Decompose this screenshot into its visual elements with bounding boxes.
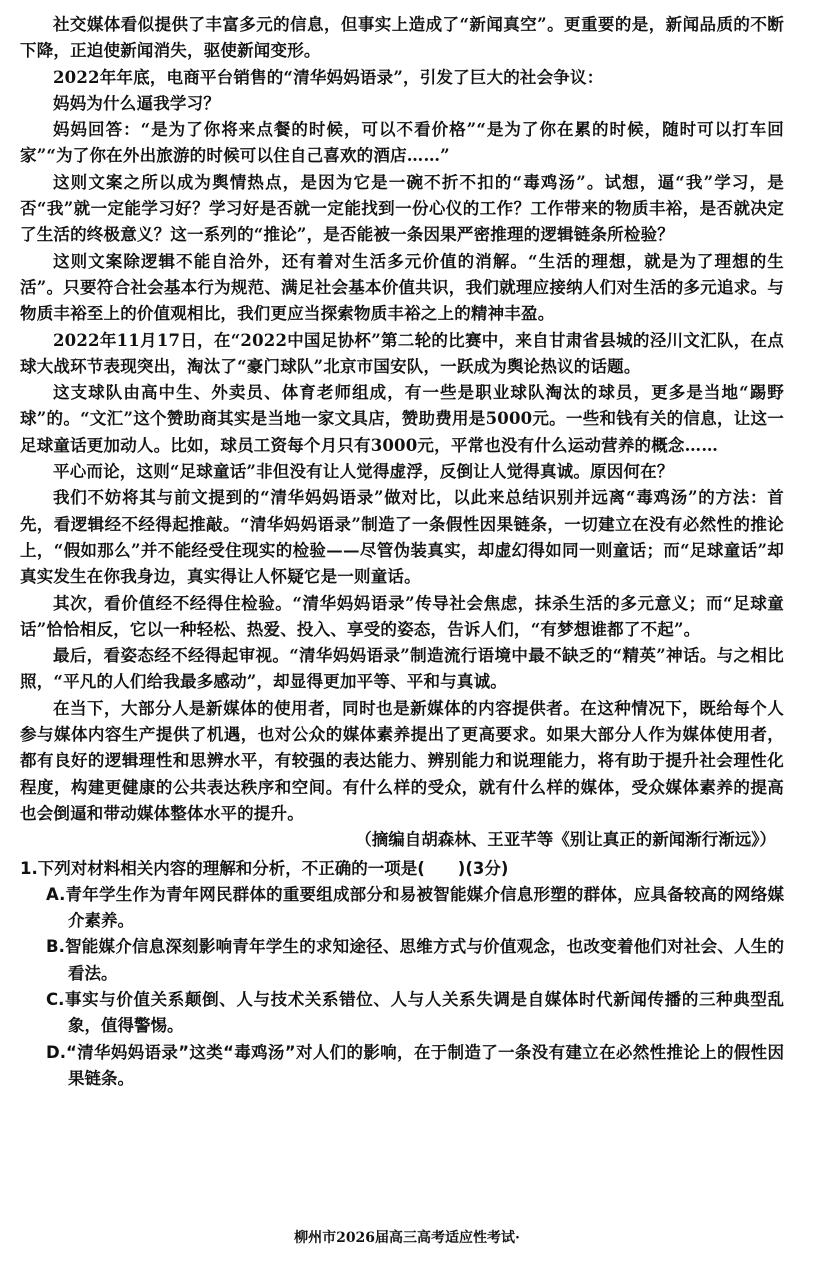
paragraph: 在当下，大部分人是新媒体的使用者，同时也是新媒体的内容提供者。在这种情况下，既给每个人参与媒体内容生产提供了机遇，也对公众的媒体素养提出了更高要求。如果大部分人作为媒体使用者，都有良好的逻辑理性和思辨水平，有较强的表达能力、辨别能力和说理能力，将有助于提升社会理性化程度，构建更健康的公共表达秩序和空间。有什么样的受众，就有什么样的媒体，受众媒体素养的提高也会倒逼和带动媒体整体水平的提升。 bbox=[20, 698, 784, 823]
paragraph: 其次，看价值经不经得住检验。“清华妈妈语录”传导社会焦虑，抹杀生活的多元意义；而“足球童话”恰恰相反，它以一种轻松、热爱、投入、享受的姿态，告诉人们，“有梦想谁都了不起”。 bbox=[20, 593, 784, 639]
paragraph: 这支球队由高中生、外卖员、体育老师组成，有一些是职业球队淘汰的球员，更多是当地“踢野球”的。“文汇”这个赞助商其实是当地一家文具店，赞助费用是5000元。一些和钱有关的信息，让这一足球童话更加动人。比如，球员工资每个月只有3000元，平常也没有什么运动营养的概念…… bbox=[20, 383, 784, 455]
paragraph: 妈妈回答：“是为了你将来点餐的时候，可以不看价格”“是为了你在累的时候，随时可以打车回家”“为了你在外出旅游的时候可以住自己喜欢的酒店……” bbox=[20, 120, 784, 166]
paragraph: 社交媒体看似提供了丰富多元的信息，但事实上造成了“新闻真空”。更重要的是，新闻品质的不断下降，正迫使新闻消失，驱使新闻变形。 bbox=[20, 15, 784, 61]
question-stem: 1.下列对材料相关内容的理解和分析，不正确的一项是( )(3分) bbox=[20, 858, 509, 878]
source-citation: （摘编自胡森林、王亚芊等《别让真正的新闻渐行渐远》） bbox=[355, 830, 776, 850]
option-d: D.“清华妈妈语录”这类“毒鸡汤”对人们的影响，在于制造了一条没有建立在必然性推论上的假性因果链条。 bbox=[46, 1042, 784, 1088]
paragraph: 最后，看姿态经不经得起审视。“清华妈妈语录”制造流行语境中最不缺乏的“精英”神话。与之相比照，“平凡的人们给我最多感动”，却显得更加平等、平和与真诚。 bbox=[20, 646, 784, 692]
paragraph: 我们不妨将其与前文提到的“清华妈妈语录”做对比，以此来总结识别并远离“毒鸡汤”的方法：首先，看逻辑经不经得起推敲。“清华妈妈语录”制造了一条假性因果链条，一切建立在没有必然性的推论上，“假如那么”并不能经受住现实的检验——尽管伪装真实，却虚幻得如同一则童话；而“足球童话”却真实发生在你我身边，真实得让人怀疑它是一则童话。 bbox=[20, 488, 784, 587]
paragraph: 这则文案除逻辑不能自洽外，还有着对生活多元价值的消解。“生活的理想，就是为了理想的生活”。只要符合社会基本行为规范、满足社会基本价值共识，我们就理应接纳人们对生活的多元追求。与物质丰裕至上的价值观相比，我们更应当探索物质丰裕之上的精神丰盈。 bbox=[20, 251, 784, 324]
question-block bbox=[20, 856, 784, 1093]
paragraph: 妈妈为什么逼我学习？ bbox=[53, 93, 220, 113]
option-c: C.事实与价值关系颠倒、人与技术关系错位、人与人关系失调是自媒体时代新闻传播的三种典型乱象，值得警惕。 bbox=[46, 989, 784, 1036]
paragraph: 平心而论，这则“足球童话”非但没有让人觉得虚浮，反倒让人觉得真诚。原因何在？ bbox=[53, 462, 674, 482]
paragraph: 2022年年底，电商平台销售的“清华妈妈语录”，引发了巨大的社会争议： bbox=[53, 67, 604, 87]
paragraph: 2022年11月17日，在“2022中国足协杯”第二轮的比赛中，来自甘肃省县城的泾川文汇队，在点球大战环节表现突出，淘汰了“豪门球队”北京市国安队，一跃成为舆论热议的话题。 bbox=[20, 330, 784, 376]
article-body bbox=[20, 12, 784, 827]
option-b: B.智能媒介信息深刻影响青年学生的求知途径、思维方式与价值观念，也改变着他们对社会、人生的看法。 bbox=[46, 937, 784, 983]
option-a: A.青年学生作为青年网民群体的重要组成部分和易被智能媒介信息形塑的群体，应具备较高的网络媒介素养。 bbox=[46, 884, 784, 931]
page-footer: 柳州市2026届高三高考适应性考试· bbox=[294, 1230, 520, 1246]
paragraph: 这则文案之所以成为舆情热点，是因为它是一碗不折不扣的“毒鸡汤”。试想，逼“我”学习，是否“我”就一定能学习好？学习好是否就一定能找到一份心仪的工作？工作带来的物质丰裕，是否就决定了生活的终极意义？这一系列的“推论”，是否能被一条因果严密推理的逻辑链条所检验？ bbox=[20, 172, 784, 245]
